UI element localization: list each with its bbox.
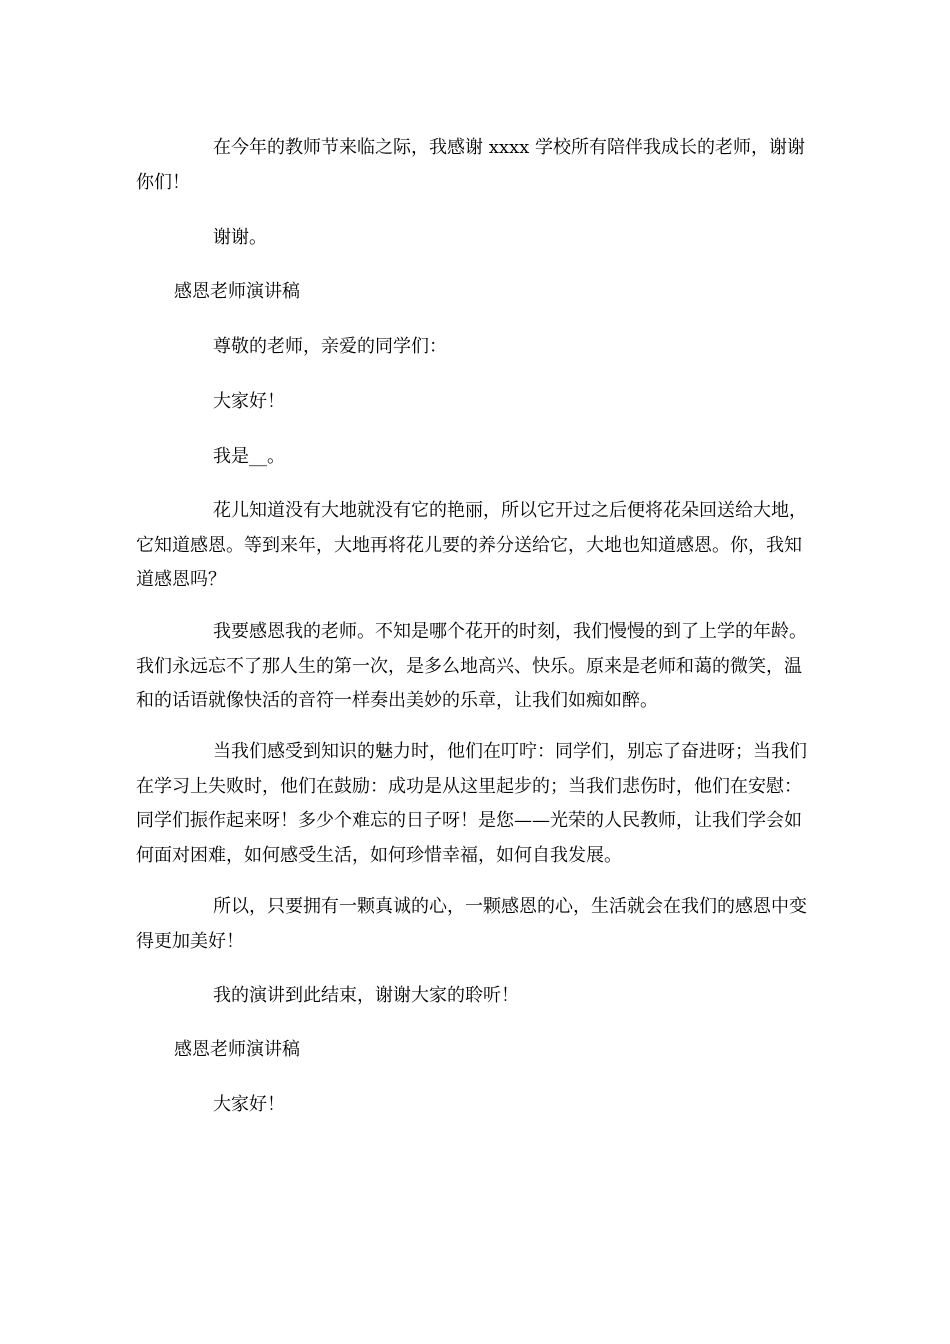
section-title-speech-1: 感恩老师演讲稿 (174, 281, 300, 302)
paragraph-closing: 我的演讲到此结束，谢谢大家的聆听！ (213, 985, 519, 1006)
paragraph-gratitude-to-teacher: 我要感恩我的老师。不知是哪个花开的时刻，我们慢慢的到了上学的年龄。我们永远忘不了那人生的第一次，是多么地高兴、快乐。原来是老师和蔼的微笑，温和的话语就像快活的音符一样奏出美妙的乐章，让我们如痴如醉。 (136, 621, 807, 711)
paragraph-teachers-guidance: 当我们感受到知识的魅力时，他们在叮咛：同学们，别忘了奋进呀；当我们在学习上失败时，他们在鼓励：成功是从这里起步的；当我们悲伤时，他们在安慰：同学们振作起来呀！多少个难忘的日子呀！是您——光荣的人民教师，让我们学会如何面对困难，如何感受生活，如何珍惜幸福，如何自我发展。 (136, 741, 807, 866)
paragraph-greeting: 大家好！ (213, 391, 285, 412)
paragraph-self-intro: 我是__。 (213, 446, 285, 467)
paragraph-grateful-heart: 所以，只要拥有一颗真诚的心，一颗感恩的心，生活就会在我们的感恩中变得更加美好！ (136, 896, 807, 952)
section-title-speech-2: 感恩老师演讲稿 (174, 1039, 300, 1060)
paragraph-salutation: 尊敬的老师，亲爱的同学们： (213, 336, 447, 357)
paragraph-teachers-day-thanks: 在今年的教师节来临之际，我感谢 xxxx 学校所有陪伴我成长的老师，谢谢你们！ (136, 137, 806, 193)
paragraph-greeting-2: 大家好！ (213, 1094, 285, 1115)
paragraph-flowers-and-earth: 花儿知道没有大地就没有它的艳丽，所以它开过之后便将花朵回送给大地，它知道感恩。等到来年，大地再将花儿要的养分送给它，大地也知道感恩。你，我知道感恩吗？ (136, 500, 807, 590)
paragraph-thank-you: 谢谢。 (213, 227, 267, 248)
